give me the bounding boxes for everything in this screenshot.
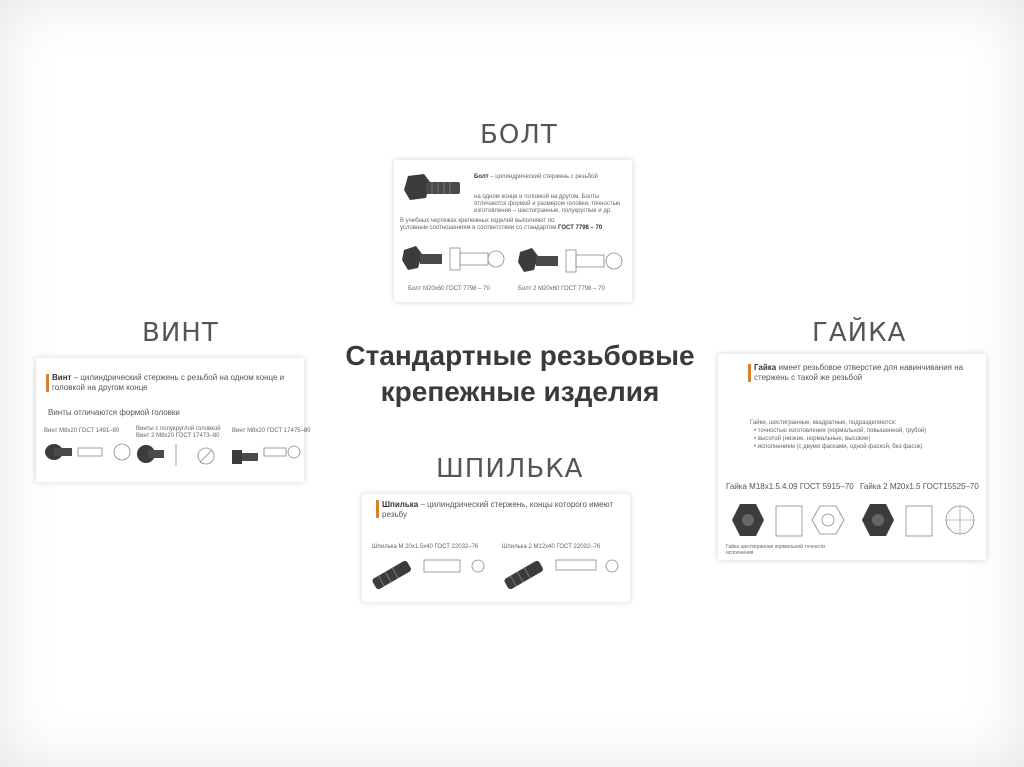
stud-drawing-right [502,554,622,598]
screw-lead: Винт – цилиндрический стержень с резьбой на одном конце и [52,373,285,382]
screw-card [36,358,311,482]
nut-accent-bar [748,364,751,382]
nut-item1: • точностью изготовления (нормальной, повышенной, грубой) [754,428,927,434]
bolt-text2: отличаются формой и размером головки, точностью [474,201,621,207]
nut-drawing-left [726,500,856,544]
bolt-text4: В учебных чертежах крепежных изделий выполняют по [400,218,555,224]
stud-caption-right: Шпилька 2 М12х40 ГОСТ 22032–76 [502,544,601,550]
nut-title: ГАЙКА [812,318,907,348]
bolt-drawing-left [402,242,502,282]
stud-drawing-left [370,554,490,598]
screw-caption3: Винт М8х20 ГОСТ 17475–80 [232,428,311,434]
screw-drawing-2 [136,440,226,476]
screw-lead-line2: головкой на другом конце [52,383,148,392]
nut-list-intro: Гайки, шестигранные, квадратные, подразделяются: [750,420,897,426]
nut-note: Гайка шестигранная нормальной точности исполнения [726,544,826,556]
stud-lead: Шпилька – цилиндрический стержень, концы которого имеют [382,500,614,509]
nut-drawing-right [856,500,986,544]
bolt-title: БОЛТ [480,120,558,150]
nut-card [718,354,986,560]
stud-title: ШПИЛЬКА [436,454,584,484]
screw-caption1: Винт М8х20 ГОСТ 1491–80 [44,428,120,434]
bolt-text3: изготовления – шестигранные, полукруглые и др. [474,208,612,214]
bolt-text1: на одном конце и головкой на другом. Болты [474,194,600,200]
bolt-caption-left: Болт М20х60 ГОСТ 7798 – 70 [408,286,490,292]
nut-caption-right: Гайка 2 М20х1.5 ГОСТ15525–70 [860,482,979,491]
screw-title: ВИНТ [142,318,219,348]
main-title: Стандартные резьбовые крепежные изделия [345,340,695,407]
bolt-lead: Болт – цилиндрический стержень с резьбой [474,174,598,180]
screw-drawing-1 [44,440,134,476]
stud-caption-left: Шпилька М 20х1.5х40 ГОСТ 22032–76 [372,544,479,550]
stud-lead-line2: резьбу [382,510,407,519]
nut-item3: • исполнением (с двумя фасками, одной фаской, без фасок) [754,444,923,450]
bolt-drawing-right [518,242,628,282]
nut-item2: • высотой (низкие, нормальные, высокие) [754,436,871,442]
stud-accent-bar [376,500,379,518]
nut-lead: Гайка имеет резьбовое отверстие для навинчивания на [754,363,964,372]
screw-drawing-3 [232,440,302,476]
bolt-card [394,160,632,302]
bolt-text5: условным соотношениям в соответствии со стандартом ГОСТ 7798 – 70 [400,225,603,231]
bolt-caption-right: Болт 2 М20х60 ГОСТ 7798 – 70 [518,286,605,292]
nut-lead-line2: стержень с такой же резьбой [754,373,863,382]
screw-subtitle: Винты отличаются формой головки [48,408,180,417]
screw-accent-bar [46,374,49,392]
nut-caption-left: Гайка М18х1.5.4.09 ГОСТ 5915–70 [726,482,854,491]
screw-caption2: Винты с полукруглой головкой [136,426,221,432]
screw-caption2b: Винт 2 М8х20 ГОСТ 17473–80 [136,433,220,439]
stud-card [362,494,630,602]
bolt-3d-icon [402,172,462,212]
